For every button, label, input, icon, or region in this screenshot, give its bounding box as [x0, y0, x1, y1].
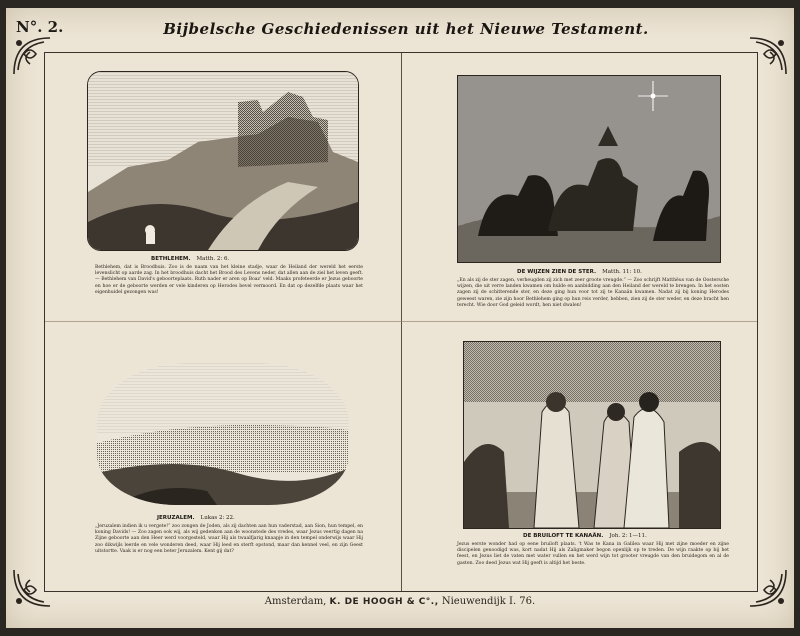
caption-jerusalem: JERUZALEM. Lukas 2: 22. — [157, 515, 235, 521]
print-frame — [44, 52, 758, 592]
engraving-bethlehem — [87, 71, 359, 251]
text-wedding: Jezus eerste wonder had op eene bruiloft plaats. 't Was te Kana in Galilea waar Hij met zijne moeder en zijne discipelen genoodigd was, kort nadat Hij als Zaligmaker begon openlijk op te treden. De wijn raakte op bij het feest, en Jezus liet de vaten met water vullen en het werd wijn tot grooter vreugde van den bruidegom en al de gasten. Zoo deed Jezus wat Hij geeft is altijd het beste. — [457, 542, 729, 566]
caption-bethlehem: BETHLEHEM. Matth. 2: 6. — [151, 256, 230, 262]
footer-address: Nieuwendijk I. 76. — [441, 596, 536, 607]
engraving-jerusalem — [97, 363, 349, 505]
text-bethlehem: Bethlehem, dat is Broodhuis. Zoo is de naam van het kleine stadje, waar de Heiland der wereld het eerste levenslicht op aarde zag. In het broodhuis dacht het Brood des Levens neder, dat allen aan de ziel het leven geeft. — Bethlehem van David's geboorteplaats. Ruth nader er aren op Boaz' veld. Maaks profeteerde er Jezus geboorte en hoe er de geboorte werden er vele kinderen op Herodes bevel vermoord. En dat op dezelfde plaats waar het eigenhuidel gezongen was! — [95, 265, 363, 295]
engraving-wise-men — [457, 75, 721, 263]
caption-wedding: DE BRUILOFT TE KANAÄN. Joh. 2: 1—11. — [523, 533, 647, 539]
engraving-wedding — [463, 341, 721, 529]
vertical-divider — [401, 53, 402, 591]
print-sheet — [6, 8, 794, 628]
footer-city: Amsterdam, — [264, 596, 327, 607]
publisher-footer — [6, 596, 794, 607]
sheet-number: N°. 2. — [16, 18, 64, 36]
text-jerusalem: „Jeruzalem indien ik u vergete!” zoo zongen de Joden, als zij dachten aan hun vaderstad, aan Sion, hun tempel, en koning Davids! — Zoo zagen ook wij, als wij gedenken aan de woonstede des vredes, waar Jezus veertig dagen na Zijne geboorte aan den Heer werd voorgesteld, waar Hij als twaalfjarig knaapje in den tempel onderwijs waar Hij zoo dikwijls leerde en vele wonderen deed, waar Hij leed en sterft opstond, maar dan kennel veel, en zijn Geest uitstortte. Vaak is er nog een beter Jeruzalem. Kent gij dat? — [95, 524, 363, 554]
horizontal-fold — [45, 321, 757, 322]
text-wise-men: „En als zij de ster zagen, verheugden zij zich met zeer groote vreugde.” — Zoo schrijft Matthëus van de Oostersche wijzen, die uit verre landen kwamen om hulde en aanbidding aan den Heiland der wereld te brengen. In het oosten zagen zij de schitterende ster, en deze ging hun voor tot zij te Kanaän kwamen. Nadat zij bij koning Herodes geweest waren, zie zijn hoor Bethlehem ging op hun reis verder, hebben, zien zij de ster weder, en deze bracht hen terecht. Wie door God geleid wordt, hen niet dwalen! — [457, 278, 729, 308]
footer-publisher: K. DE HOOGH & C°., — [329, 597, 439, 607]
caption-wise-men: DE WIJZEN ZIEN DE STER. Matth. 11: 10. — [517, 269, 642, 275]
sheet-title: Bijbelsche Geschiedenissen uit het Nieuwe Testament. — [163, 20, 649, 38]
